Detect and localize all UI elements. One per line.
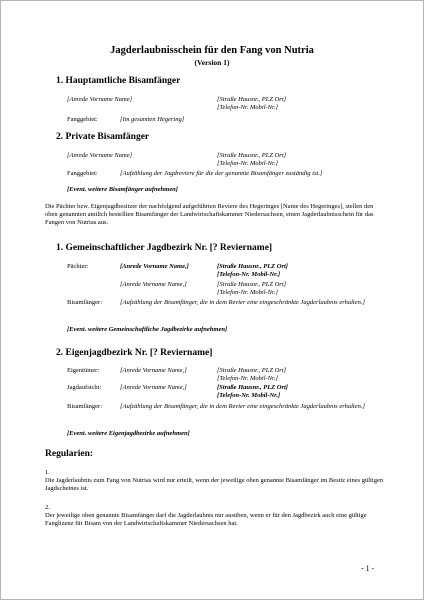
supervisor-address: [Straße Hausnr., PLZ Ort] — [217, 384, 288, 391]
more-placeholder: [Event. weitere Eigenjagdbezirke aufnehmen] — [67, 430, 190, 437]
section-heading-hauptamtliche: 1. Hauptamtliche Bisamfänger — [56, 76, 181, 86]
bisam-label: Bisamfänger: — [67, 299, 103, 306]
phone-placeholder: [Telefon-Nr. Mobil-Nr.] — [217, 160, 278, 167]
phone-placeholder-2: [Telefon-Nr. Mobil-Nr.] — [217, 289, 278, 296]
owner-address: [Straße Hausnr., PLZ Ort] — [217, 367, 287, 374]
address-placeholder: [Straße Hausnr., PLZ Ort] — [217, 152, 287, 159]
area-value: [Im gesamten Hegering] — [120, 116, 185, 123]
name-placeholder-2: [Anrede Vorname Name,] — [120, 281, 187, 288]
supervisor-phone: [Telefon-Nr. Mobil-Nr.] — [217, 392, 281, 399]
section-heading-private: 2. Private Bisamfänger — [56, 132, 150, 142]
more-placeholder: [Event. weitere Bisamfänger aufnehmen] — [67, 186, 178, 193]
supervisor-name: [Anrede Vorname Name,] — [120, 384, 187, 391]
name-placeholder: [Anrede Vorname Name] — [67, 152, 133, 159]
bisam-label: Bisamfänger: — [67, 403, 103, 410]
address-placeholder: [Straße Hausnr., PLZ Ort] — [217, 263, 288, 270]
section-heading-eigenjagdbezirk: 2. Eigenjagdbezirk Nr. [? Reviername] — [56, 348, 213, 358]
rule-text: Der jeweilige oben genannte Bisamfänger darf die Jagderlaubnis nur ausüben, wenn er für den Jagdbezirk auch eine gültige Fanglizenz für Bisam von der Landwirtschaftskammer Niedersachsen hat. — [45, 512, 367, 527]
rule-text: Die Jagderlaubnis zum Fang von Nutrias wird nur erteilt, wenn der jeweilige oben genannte Bisamfänger im Besitz eines gültigen Jagdscheines ist. — [45, 477, 384, 492]
pachter-label: Pächter: — [67, 263, 89, 270]
area-value: [Aufzählung der Jagdreviere für die der genannte Bisamfänger zuständig ist.] — [120, 170, 323, 177]
address-placeholder: [Straße Hausnr., PLZ Ort] — [217, 96, 287, 103]
page-number: - 1 - — [361, 564, 375, 573]
owner-name: [Anrede Vorname Name,] — [120, 367, 187, 374]
more-placeholder: [Event. weitere Gemeinschaftliche Jagdbezirke aufnehmen] — [67, 326, 228, 333]
area-label: Fanggebiet: — [67, 116, 98, 123]
rule-number: 1. — [45, 469, 50, 476]
section-heading-gemeinschaftlich: 1. Gemeinschaftlicher Jagdbezirk Nr. [? Reviername] — [56, 243, 273, 253]
name-placeholder: [Anrede Vorname Name] — [67, 96, 133, 103]
intro-paragraph: Die Pächter bzw. Eigenjagdbesitzer der nachfolgend aufgeführten Reviere des Hegeringes [Name des Hegeringes], stellen den oben genannten amtlich bestellten Bisamfänger der Landwirtschaftskammer Niedersachsen, einen Jagderlaubnisschein für das Fangen von Nutrias aus. — [45, 203, 374, 226]
version-label: (Version 1) — [194, 58, 230, 67]
bisam-value: [Aufzählung der Bisamfänger, die in dem Revier eine eingeschränkte Jagderlaubnis erhalten.] — [120, 299, 366, 306]
supervisor-label: Jagdaufsicht: — [67, 384, 102, 391]
name-placeholder: [Anrede Vorname Name,] — [120, 263, 189, 270]
page-title: Jagderlaubnisschein für den Fang von Nutria — [110, 45, 314, 56]
owner-label: Eigentümer: — [67, 367, 100, 374]
bisam-value: [Aufzählung der Bisamfänger, die in dem Revier eine eingeschränkte Jagderlaubnis erhalten.] — [120, 403, 366, 410]
phone-placeholder: [Telefon-Nr. Mobil-Nr.] — [217, 271, 281, 278]
area-label: Fanggebiet: — [67, 170, 98, 177]
address-placeholder-2: [Straße Hausnr., PLZ Ort] — [217, 281, 287, 288]
rules-heading: Regularien: — [45, 449, 94, 459]
rule-number: 2. — [45, 504, 50, 511]
owner-phone: [Telefon-Nr. Mobil-Nr.] — [217, 375, 278, 382]
phone-placeholder: [Telefon-Nr. Mobil-Nr.] — [217, 104, 278, 111]
